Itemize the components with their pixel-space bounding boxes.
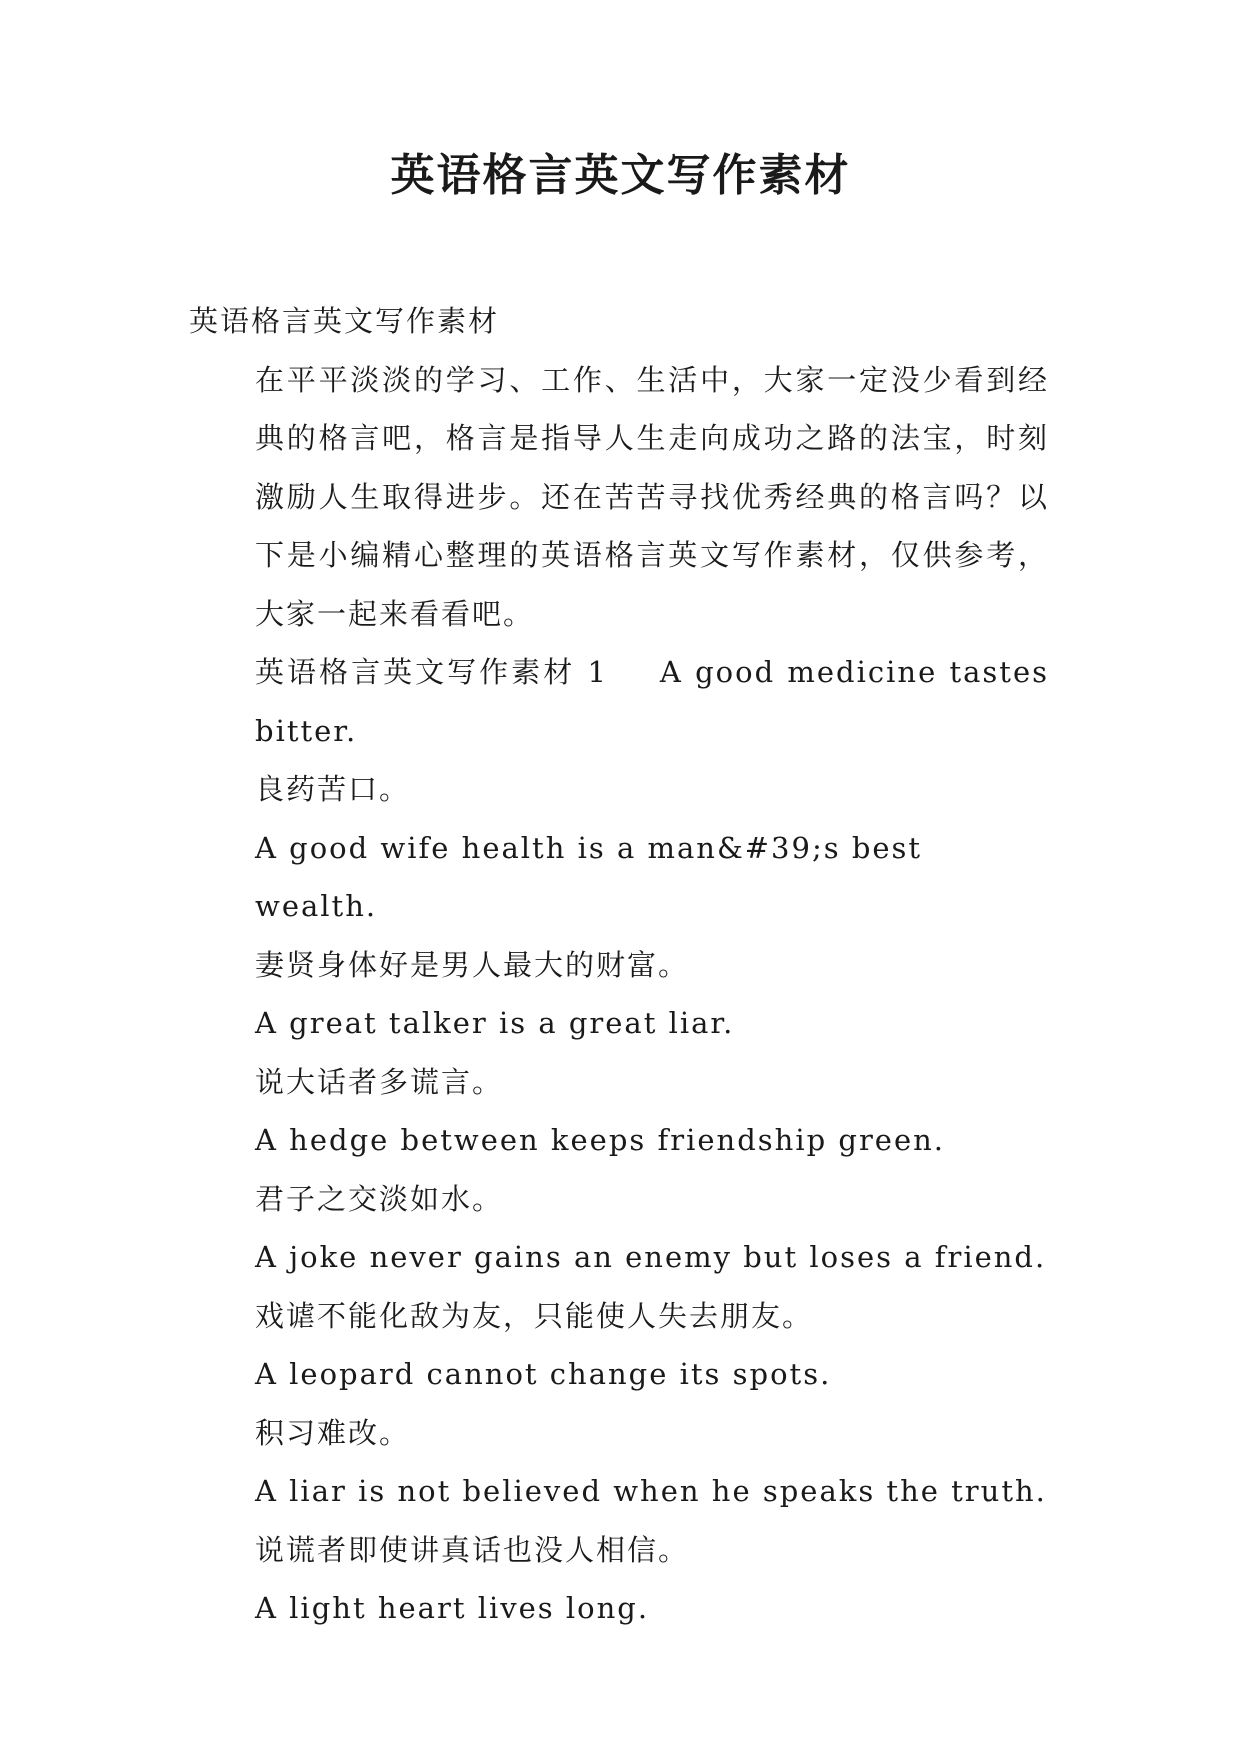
proverb-line: 戏谑不能化敌为友，只能使人失去朋友。 — [255, 1298, 814, 1333]
proverb-line: A good wife health is a man&#39;s best wealth. — [255, 830, 923, 923]
proverb-line: 君子之交淡如水。 — [255, 1181, 504, 1216]
intro-paragraph: 在平平淡淡的学习、工作、生活中，大家一定没少看到经典的格言吧，格言是指导人生走向成功之路的法宝，时刻激励人生取得进步。还在苦苦寻找优秀经典的格言吗？以下是小编精心整理的英语格言英文写作素材，仅供参考，大家一起来看看吧。 — [255, 362, 1049, 631]
proverb-line: A great talker is a great liar. — [255, 1006, 735, 1040]
proverb-line: A light heart lives long. — [255, 1591, 650, 1625]
proverb-line: 积习难改。 — [255, 1415, 411, 1450]
section-first-english: A good medicine tastes bitter. — [255, 655, 1049, 748]
proverb-line: 说大话者多谎言。 — [255, 1064, 504, 1099]
proverb-line: A joke never gains an enemy but loses a friend. — [255, 1240, 1047, 1274]
document-body — [189, 292, 1049, 1638]
proverb-line: A leopard cannot change its spots. — [255, 1357, 832, 1391]
section-heading: 英语格言英文写作素材 1 — [255, 655, 608, 689]
proverb-line: A hedge between keeps friendship green. — [255, 1123, 946, 1157]
proverb-line: 妻贤身体好是男人最大的财富。 — [255, 947, 690, 982]
document-title: 英语格言英文写作素材 — [390, 150, 851, 201]
section-first-paragraph — [189, 643, 1049, 760]
proverb-line: 良药苦口。 — [255, 772, 411, 806]
proverb-line: A liar is not believed when he speaks the truth. — [255, 1474, 1047, 1508]
document-subtitle: 英语格言英文写作素材 — [189, 304, 500, 338]
proverb-line: 说谎者即使讲真话也没人相信。 — [255, 1532, 690, 1567]
